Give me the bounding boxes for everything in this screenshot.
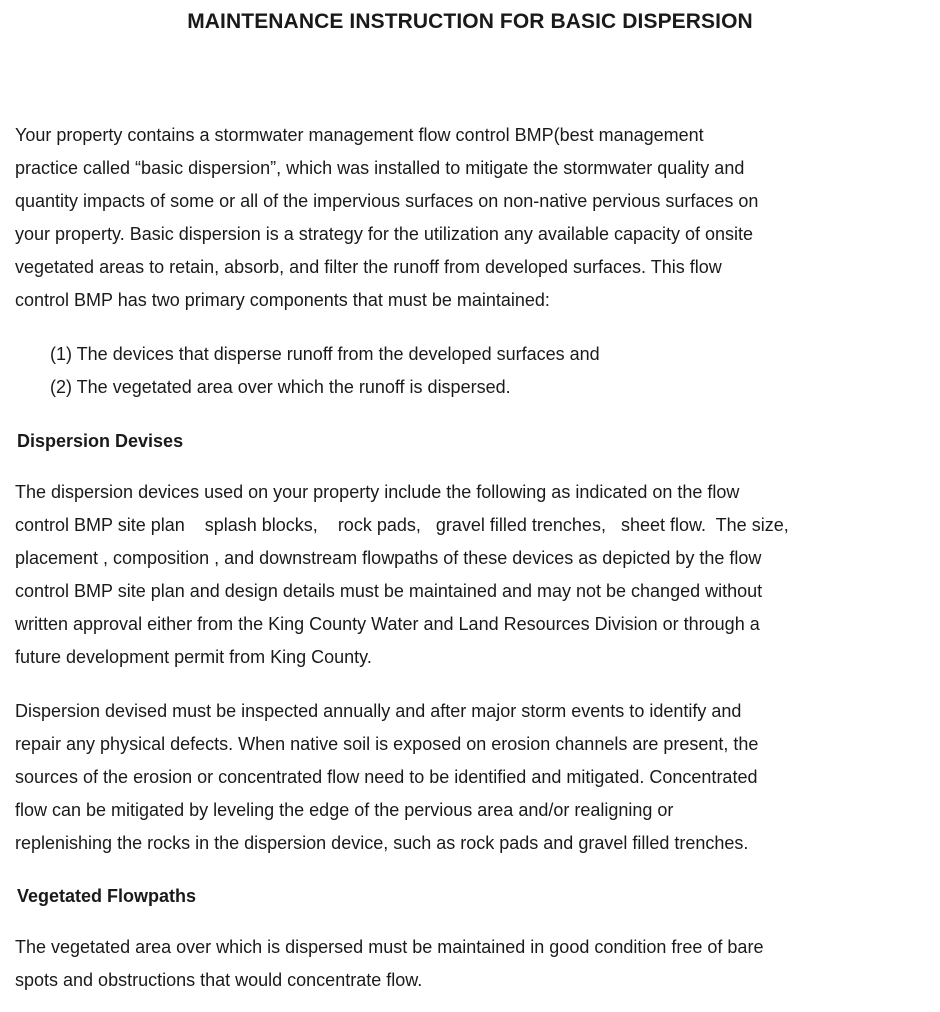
paragraph-line: future development permit from King County.: [15, 647, 372, 667]
intro-line: quantity impacts of some or all of the impervious surfaces on non-native pervious surfaces on: [15, 191, 759, 211]
paragraph-line: control BMP site plan splash blocks, rock pads, gravel filled trenches, sheet flow. The size,: [15, 515, 789, 535]
intro-line: vegetated areas to retain, absorb, and filter the runoff from developed surfaces. This flow: [15, 257, 722, 277]
document-title: MAINTENANCE INSTRUCTION FOR BASIC DISPERSION: [187, 10, 753, 33]
section-heading-vegetated-flowpaths: Vegetated Flowpaths: [17, 886, 197, 906]
component-item-2: (2) The vegetated area over which the runoff is dispersed.: [50, 377, 511, 397]
intro-paragraph: [15, 119, 930, 317]
intro-line: Your property contains a stormwater management flow control BMP(best management: [15, 125, 704, 145]
paragraph-line: The dispersion devices used on your property include the following as indicated on the flow: [15, 482, 740, 502]
intro-line: practice called “basic dispersion”, which was installed to mitigate the stormwater quality and: [15, 158, 745, 178]
paragraph-line: sources of the erosion or concentrated flow need to be identified and mitigated. Concentrated: [15, 767, 758, 787]
paragraph-line: control BMP site plan and design details must be maintained and may not be changed without: [15, 581, 763, 601]
intro-line: control BMP has two primary components that must be maintained:: [15, 290, 550, 310]
paragraph-line: spots and obstructions that would concentrate flow.: [15, 970, 423, 990]
vegetated-flowpaths-paragraph: [15, 931, 930, 997]
component-item-1: (1) The devices that disperse runoff from the developed surfaces and: [50, 344, 600, 364]
dispersion-devices-paragraph: [15, 476, 930, 674]
inspection-paragraph: [15, 695, 930, 860]
paragraph-line: placement , composition , and downstream flowpaths of these devices as depicted by the flow: [15, 548, 762, 568]
paragraph-line: written approval either from the King County Water and Land Resources Division or through a: [15, 614, 760, 634]
paragraph-line: The vegetated area over which is dispersed must be maintained in good condition free of bare: [15, 937, 764, 957]
paragraph-line: flow can be mitigated by leveling the edge of the pervious area and/or realigning or: [15, 800, 674, 820]
section-heading-dispersion-devises: Dispersion Devises: [17, 431, 184, 451]
paragraph-line: repair any physical defects. When native soil is exposed on erosion channels are present, the: [15, 734, 759, 754]
paragraph-line: Dispersion devised must be inspected annually and after major storm events to identify and: [15, 701, 742, 721]
intro-line: your property. Basic dispersion is a strategy for the utilization any available capacity of onsite: [15, 224, 754, 244]
paragraph-line: replenishing the rocks in the dispersion device, such as rock pads and gravel filled trenches.: [15, 833, 749, 853]
